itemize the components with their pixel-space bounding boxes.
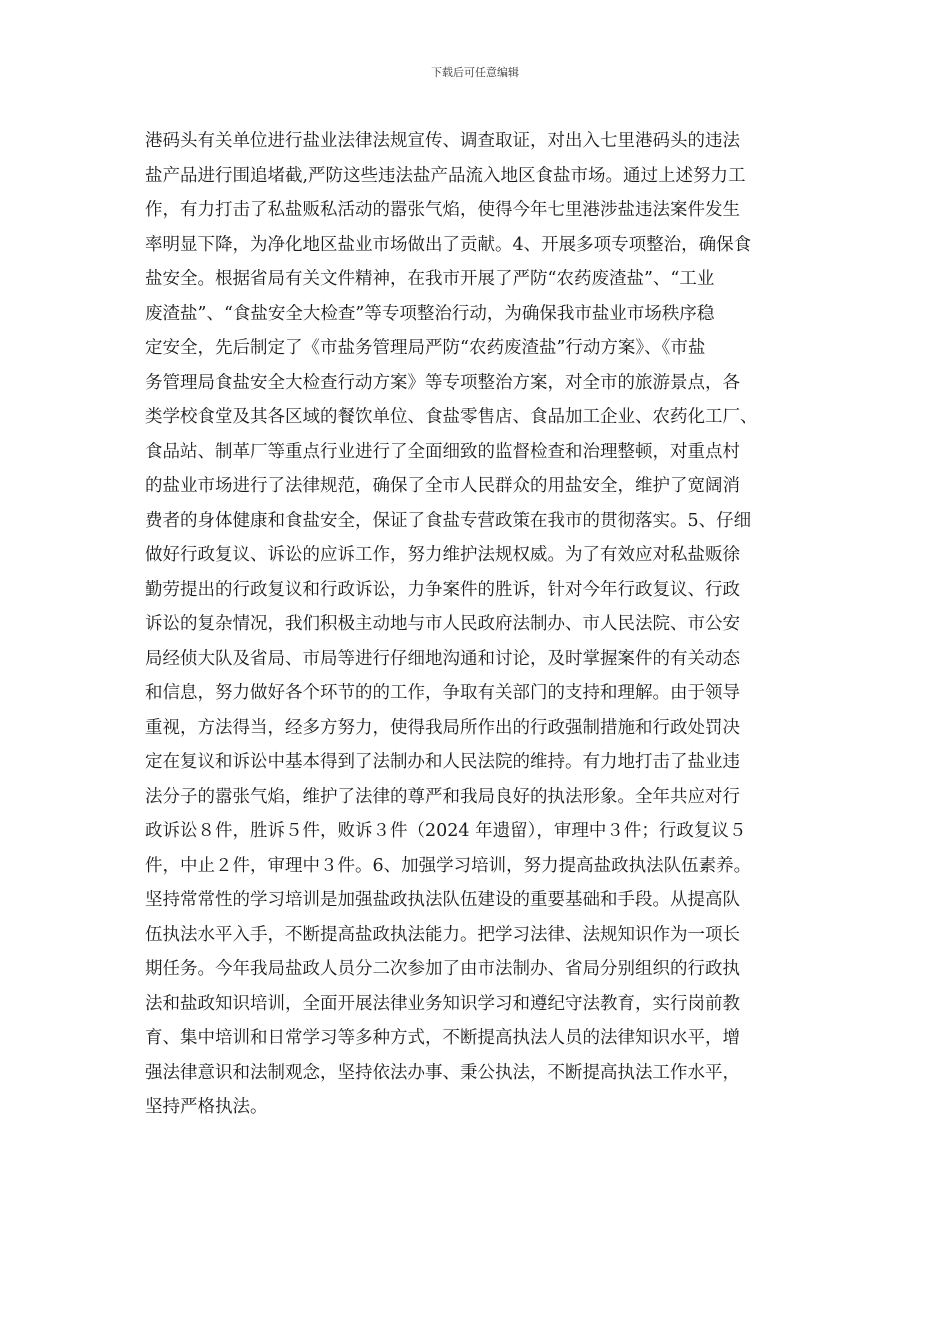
page-header: 下载后可任意编辑 (431, 66, 519, 79)
body-line: 强法律意识和法制观念，坚持依法办事、秉公执法，不断提高执法工作水平， (145, 1062, 740, 1083)
body-line: 重视，方法得当，经多方努力，使得我局所作出的行政强制措施和行政处罚决 (145, 717, 740, 738)
body-line: 费者的身体健康和食盐安全，保证了食盐专营政策在我市的贯彻落实。5、仔细 (145, 510, 752, 531)
body-line: 法分子的嚣张气焰，维护了法律的尊严和我局良好的执法形象。全年共应对行 (145, 786, 740, 807)
body-line: 和信息，努力做好各个环节的的工作，争取有关部门的支持和理解。由于领导 (145, 683, 740, 703)
body-line: 定安全，先后制定了《市盐务管理局严防“农药废渣盐”行动方案》、《市盐 (145, 338, 706, 358)
body-line: 的盐业市场进行了法律规范，确保了全市人民群众的用盐安全，维护了宽阔消 (145, 476, 740, 496)
body-line: 伍执法水平入手，不断提高盐政执法能力。把学习法律、法规知识作为一项长 (145, 924, 740, 945)
body-line: 作，有力打击了私盐贩私活动的嚣张气焰，使得今年七里港涉盐违法案件发生 (145, 200, 740, 220)
body-line: 食品站、制革厂等重点行业进行了全面细致的监督检查和治理整顿，对重点村 (145, 441, 740, 462)
body-line: 盐安全。根据省局有关文件精神，在我市开展了严防“农药废渣盐”、“工业 (145, 269, 715, 289)
body-line: 期任务。今年我局盐政人员分二次参加了由市法制办、省局分别组织的行政执 (145, 959, 740, 979)
body-line: 率明显下降，为净化地区盐业市场做出了贡献。4、开展多项专项整治，确保食 (145, 234, 752, 255)
document-body (145, 124, 815, 1125)
body-line: 定在复议和诉讼中基本得到了法制办和人民法院的维持。有力地打击了盐业违 (145, 752, 740, 772)
body-line: 港码头有关单位进行盐业法律法规宣传、调查取证，对出入七里港码头的违法 (145, 131, 740, 151)
body-line: 坚持常常性的学习培训是加强盐政执法队伍建设的重要基础和手段。从提高队 (145, 890, 740, 910)
body-line: 务管理局食盐安全大检查行动方案》等专项整治方案，对全市的旅游景点，各 (145, 372, 740, 393)
body-line: 法和盐政知识培训，全面开展法律业务知识学习和遵纪守法教育，实行岗前教 (145, 993, 740, 1014)
body-line: 坚持严格执法。 (145, 1097, 268, 1117)
body-line: 政诉讼８件，胜诉５件，败诉３件（2024 年遗留），审理中３件；行政复议５ (145, 821, 747, 841)
body-line: 勤劳提出的行政复议和行政诉讼，力争案件的胜诉，针对今年行政复议、行政 (145, 579, 740, 600)
body-line: 废渣盐”、“食盐安全大检查”等专项整治行动，为确保我市盐业市场秩序稳 (145, 303, 715, 324)
body-line: 诉讼的复杂情况，我们积极主动地与市人民政府法制办、市人民法院、市公安 (145, 614, 740, 634)
body-line: 类学校食堂及其各区域的餐饮单位、食盐零售店、食品加工企业、农药化工厂、 (145, 407, 758, 427)
body-line: 做好行政复议、诉讼的应诉工作，努力维护法规权威。为了有效应对私盐贩徐 (145, 545, 740, 565)
body-line: 育、集中培训和日常学习等多种方式，不断提高执法人员的法律知识水平，增 (145, 1028, 740, 1048)
body-line: 局经侦大队及省局、市局等进行仔细地沟通和讨论，及时掌握案件的有关动态 (145, 648, 740, 669)
body-line: 盐产品进行围追堵截,严防这些违法盐产品流入地区食盐市场。通过上述努力工 (145, 165, 746, 186)
body-line: 件，中止２件，审理中３件。6、加强学习培训，努力提高盐政执法队伍素养。 (145, 855, 752, 876)
